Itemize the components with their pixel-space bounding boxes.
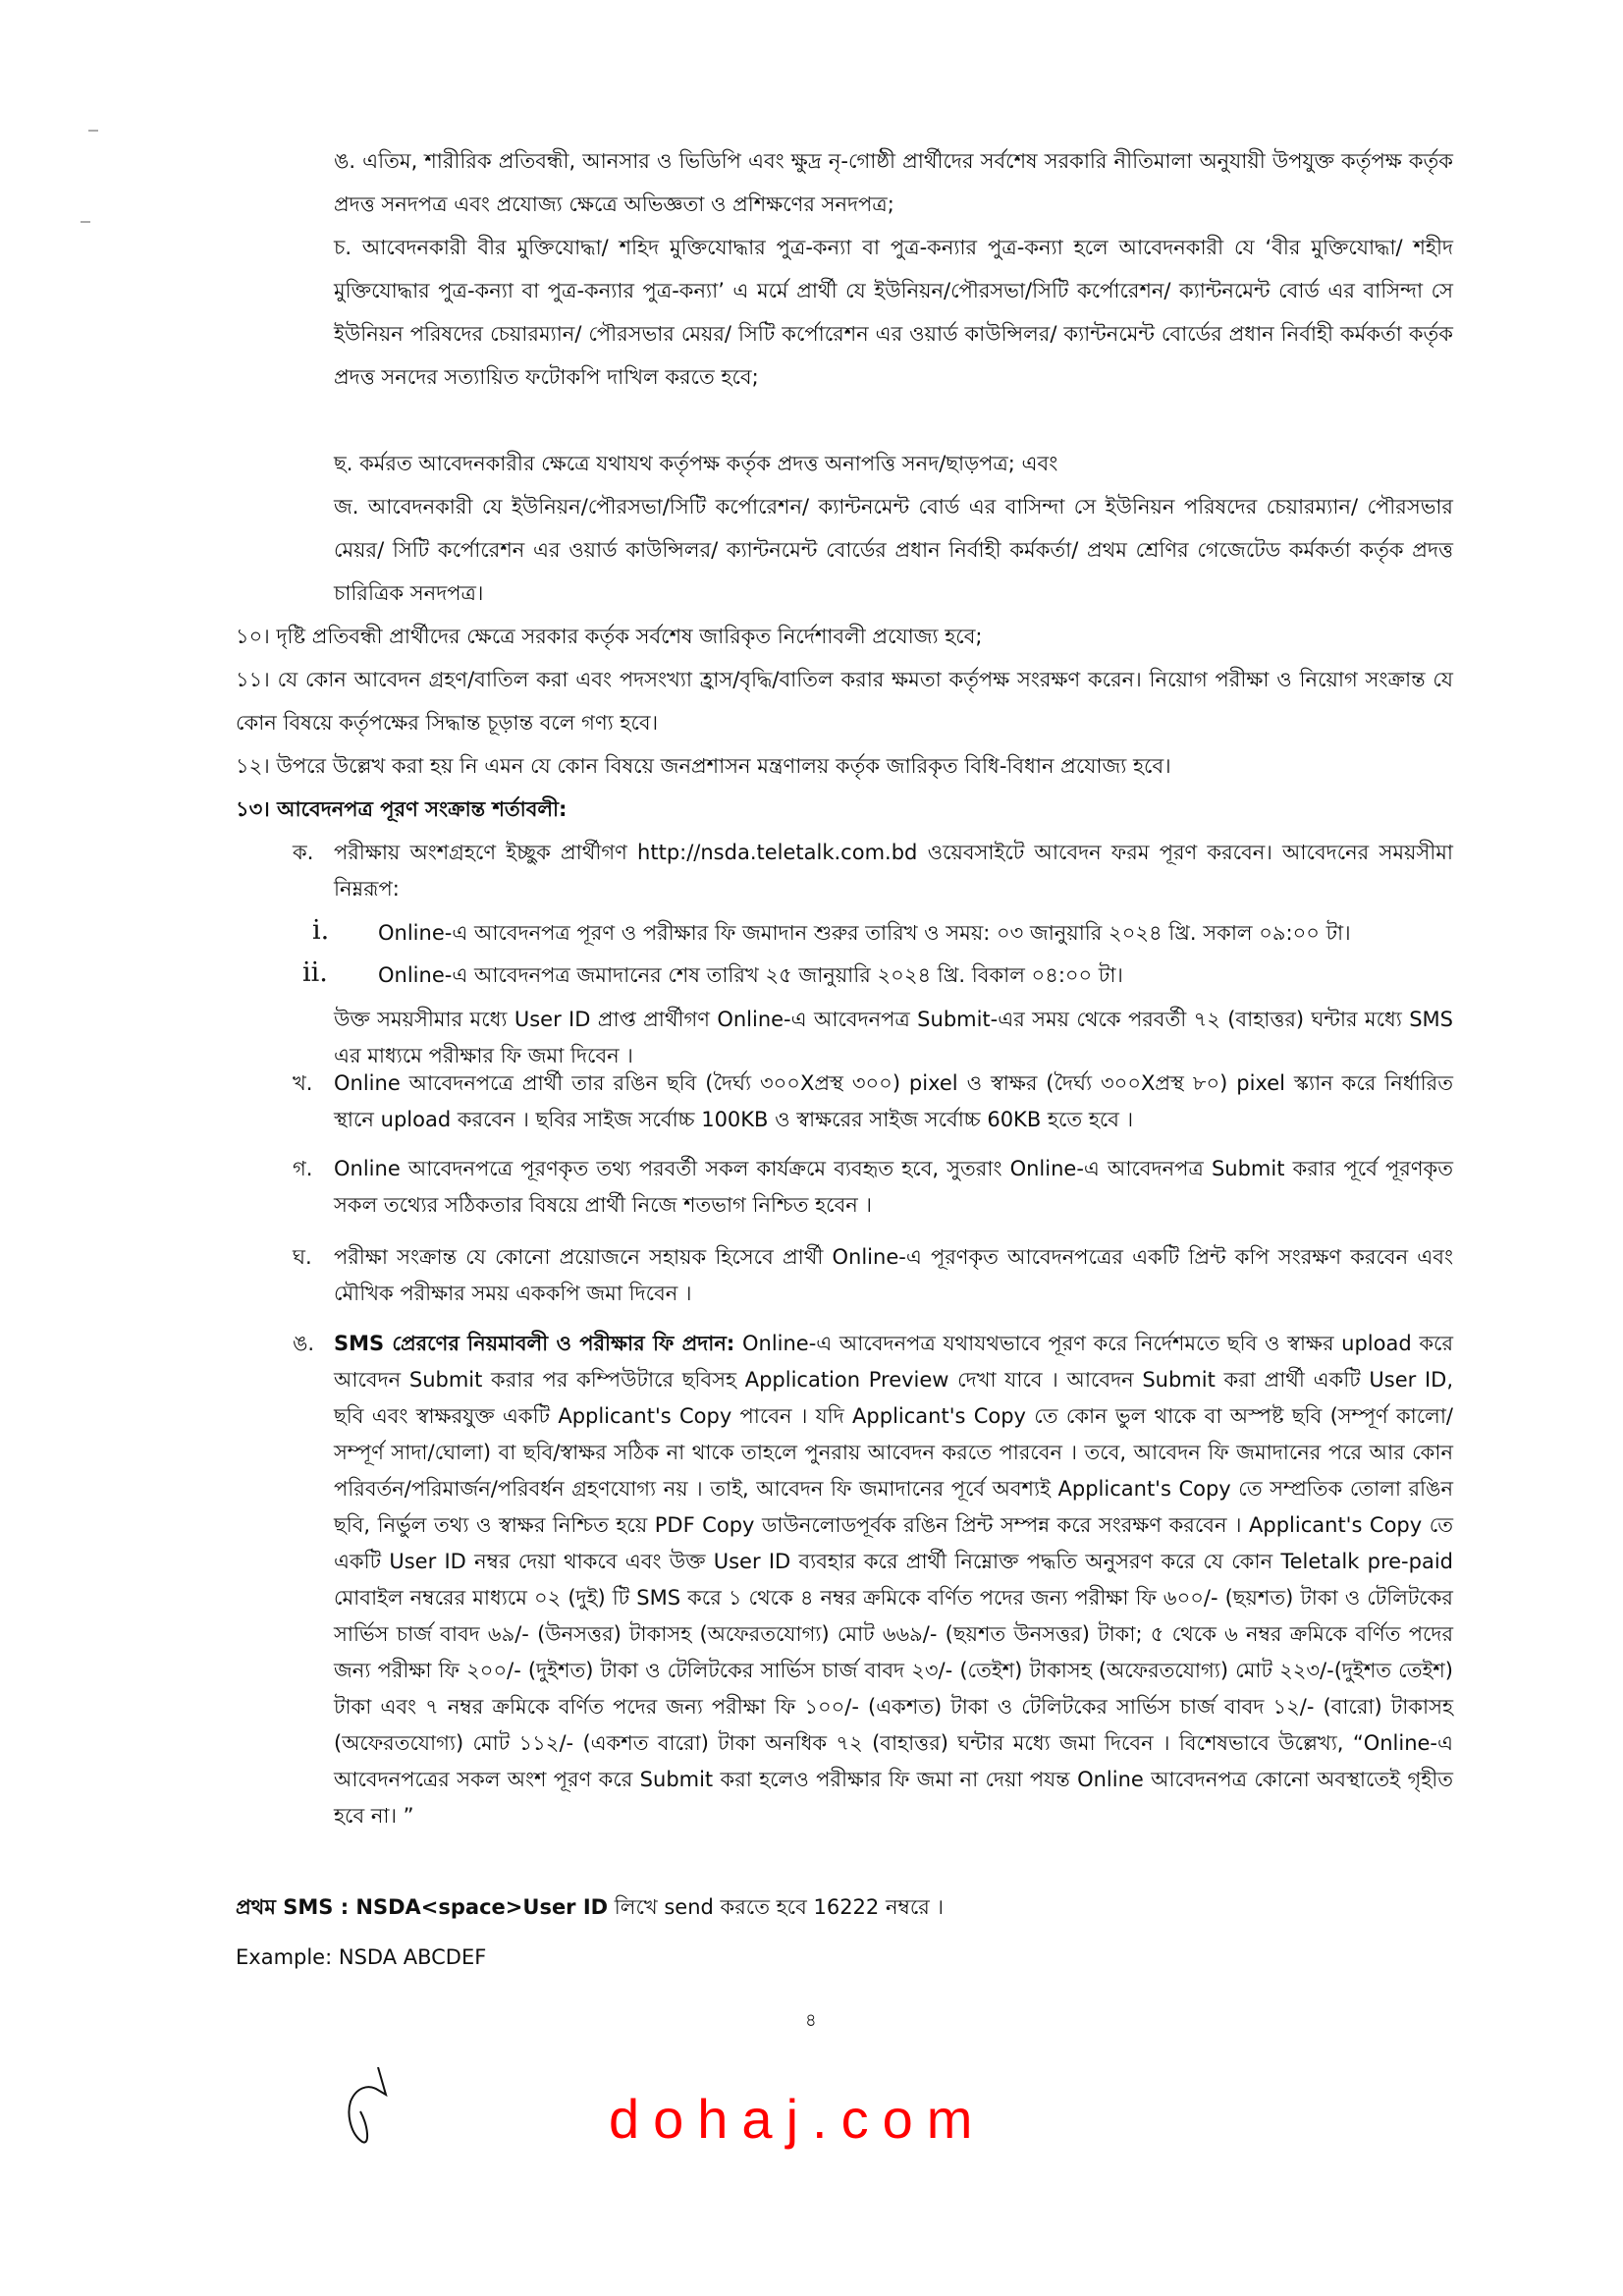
clause-9-cha: চ. আবেদনকারী বীর মুক্তিযোদ্ধা/ শহিদ মুক্তিযোদ্ধার পুত্র-কন্যা বা পুত্র-কন্যার পুত্র-কন্যা হলে আবেদনকারী যে ‘বীর মুক্তিযোদ্ধা/ শহীদ মুক্তিযোদ্ধার পুত্র-কন্যা বা পুত্র-কন্যার পুত্র-কন্যা’ এ মর্মে প্রার্থী যে ইউনিয়ন/পৌরসভা/সিটি কর্পোরেশন/ ক্যান্টনমেন্ট বোর্ড এর বাসিন্দা সে ইউনিয়ন পরিষদের চেয়ারম্যান/ পৌরসভার মেয়র/ সিটি কর্পোরেশন এর ওয়ার্ড কাউন্সিলর/ ক্যান্টনমেন্ট বোর্ডের প্রধান নির্বাহী কর্মকর্তা কর্তৃক প্রদত্ত সনদের সত্যায়িত ফটোকপি দাখিল করতে হবে;: [334, 236, 1453, 389]
clause-9-umo: ঙ. এতিম, শারীরিক প্রতিবন্ধী, আনসার ও ভিডিপি এবং ক্ষুদ্র নৃ-গোষ্ঠী প্রার্থীদের সর্বশেষ সরকারি নীতিমালা অনুযায়ী উপযুক্ত কর্তৃপক্ষ কর্তৃক প্রদত্ত সনদপত্র এবং প্রযোজ্য ক্ষেত্রে অভিজ্ঞতা ও প্রশিক্ষণের সনদপত্র;: [334, 149, 1453, 216]
roman-i-label: i.: [312, 915, 330, 946]
clause-9-chha: ছ. কর্মরত আবেদনকারীর ক্ষেত্রে যথাযথ কর্তৃপক্ষ কর্তৃক প্রদত্ত অনাপত্তি সনদ/ছাড়পত্র; এবং: [334, 452, 1058, 475]
sms-rules-heading: SMS প্রেরণের নিয়মাবলী ও পরীক্ষার ফি প্রদান:: [334, 1332, 735, 1355]
sms-rules-body: Online-এ আবেদনপত্র যথাযথভাবে পূরণ করে নির্দেশমতে ছবি ও স্বাক্ষর upload করে আবেদন Submit করার পর কম্পিউটারে ছবিসহ Application Preview দেখা যাবে । আবেদন Submit করা প্রার্থী একটি User ID, ছবি এবং স্বাক্ষরযুক্ত একটি Applicant's Copy পাবেন । যদি Applicant's Copy তে কোন ভুল থাকে বা অস্পষ্ট ছবি (সম্পূর্ণ কালো/সম্পূর্ণ সাদা/ঘোলা) বা ছবি/স্বাক্ষর সঠিক না থাকে তাহলে পুনরায় আবেদন করতে পারবেন । তবে, আবেদন ফি জমাদানের পরে আর কোন পরিবর্তন/পরিমার্জন/পরিবর্ধন গ্রহণযোগ্য নয় । তাই, আবেদন ফি জমাদানের পূর্বে অবশ্যই Applicant's Copy তে সম্প্রতিক তোলা রঙিন ছবি, নির্ভুল তথ্য ও স্বাক্ষর নিশ্চিত হয়ে PDF Copy ডাউনলোডপূর্বক রঙিন প্রিন্ট সম্পন্ন করে সংরক্ষণ করবেন । Applicant's Copy তে একটি User ID নম্বর দেয়া থাকবে এবং উক্ত User ID ব্যবহার করে প্রার্থী নিম্নোক্ত পদ্ধতি অনুসরণ করে যে কোন Teletalk pre-paid মোবাইল নম্বরের মাধ্যমে ০২ (দুই) টি SMS করে ১ থেকে ৪ নম্বর ক্রমিকে বর্ণিত পদের জন্য পরীক্ষা ফি ৬০০/- (ছয়শত) টাকা ও টেলিটকের সার্ভিস চার্জ বাবদ ৬৯/- (উনসত্তর) টাকাসহ (অফেরতযোগ্য) মোট ৬৬৯/- (ছয়শত উনসত্তর) টাকা; ৫ থেকে ৬ নম্বর ক্রমিকে বর্ণিত পদের জন্য পরীক্ষা ফি ২০০/- (দুইশত) টাকা ও টেলিটকের সার্ভিস চার্জ বাবদ ২৩/- (তেইশ) টাকাসহ (অফেরতযোগ্য) মোট ২২৩/-(দুইশত তেইশ) টাকা এবং ৭ নম্বর ক্রমিকে বর্ণিত পদের জন্য পরীক্ষা ফি ১০০/- (একশত) টাকা ও টেলিটকের সার্ভিস চার্জ বাবদ ১২/- (বারো) টাকাসহ (অফেরতযোগ্য) মোট ১১২/- (একশত বারো) টাকা অনধিক ৭২ (বাহাত্তর) ঘন্টার মধ্যে জমা দিবেন । বিশেষভাবে উল্লেখ্য, “Online-এ আবেদনপত্রের সকল অংশ পূরণ করে Submit করা হলেও পরীক্ষার ফি জমা না দেয়া পযন্ত Online আবেদনপত্র কোনো অবস্থাতেই গৃহীত হবে না। ”: [334, 1332, 1453, 1828]
roman-ii-label: ii.: [302, 957, 328, 988]
para-10: ১০। দৃষ্টি প্রতিবন্ধী প্রার্থীদের ক্ষেত্রে সরকার কর্তৃক সর্বশেষ জারিকৃত নির্দেশাবলী প্রযোজ্য হবে;: [236, 625, 983, 648]
para-13-heading: ১৩। আবেদনপত্র পূরণ সংক্রান্ত শর্তাবলী:: [236, 797, 568, 821]
item-ka-note: উক্ত সময়সীমার মধ্যে User ID প্রাপ্ত প্রার্থীগণ Online-এ আবেদনপত্র Submit-এর সময় থেকে পরবর্তী ৭২ (বাহাত্তর) ঘন্টার মধ্যে SMS এর মাধ্যমে পরীক্ষার ফি জমা দিবেন ।: [334, 1008, 1453, 1067]
signature-icon: [339, 2067, 398, 2151]
para-12: ১২। উপরে উল্লেখ করা হয় নি এমন যে কোন বিষয়ে জনপ্রশাসন মন্ত্রণালয় কর্তৃক জারিকৃত বিধি-বিধান প্রযোজ্য হবে।: [236, 754, 1171, 778]
item-umo-label: ঙ.: [293, 1332, 315, 1355]
first-sms-suffix: লিখে send করতে হবে 16222 নম্বরে ।: [608, 1895, 945, 1919]
roman-i-text: Online-এ আবেদনপত্র পূরণ ও পরীক্ষার ফি জমাদান শুরুর তারিখ ও সময়: ০৩ জানুয়ারি ২০২৪ খ্রি. সকাল ০৯:০০ টা।: [378, 921, 1351, 945]
item-kha-label: খ.: [293, 1071, 313, 1095]
watermark: dohaj.com: [609, 2088, 987, 2150]
clause-9-ja: জ. আবেদনকারী যে ইউনিয়ন/পৌরসভা/সিটি কর্পোরেশন/ ক্যান্টনমেন্ট বোর্ড এর বাসিন্দা সে ইউনিয়ন পরিষদের চেয়ারম্যান/ পৌরসভার মেয়র/ সিটি কর্পোরেশন এর ওয়ার্ড কাউন্সিলর/ ক্যান্টনমেন্ট বোর্ডের প্রধান নির্বাহী কর্মকর্তা/ প্রথম শ্রেণির গেজেটেড কর্মকর্তা কর্তৃক প্রদত্ত চারিত্রিক সনদপত্র।: [334, 495, 1453, 605]
first-sms-prefix: প্রথম SMS :: [236, 1895, 356, 1919]
item-ga-label: গ.: [293, 1157, 313, 1180]
item-kha-text: Online আবেদনপত্রে প্রার্থী তার রঙিন ছবি (দৈর্ঘ্য ৩০০Xপ্রস্থ ৩০০) pixel ও স্বাক্ষর (দৈর্ঘ্য ৩০০Xপ্রস্থ ৮০) pixel স্ক্যান করে নির্ধারিত স্থানে upload করবেন । ছবির সাইজ সর্বোচ্চ 100KB ও স্বাক্ষরের সাইজ সর্বোচ্চ 60KB হতে হবে ।: [334, 1071, 1453, 1131]
item-gha-text: পরীক্ষা সংক্রান্ত যে কোনো প্রয়োজনে সহায়ক হিসেবে প্রার্থী Online-এ পূরণকৃত আবেদনপত্রের একটি প্রিন্ট কপি সংরক্ষণ করবেন এবং মৌখিক পরীক্ষার সময় এককপি জমা দিবেন ।: [334, 1245, 1453, 1305]
first-sms-command: NSDA<space>User ID: [355, 1895, 609, 1919]
item-gha-label: ঘ.: [293, 1245, 312, 1269]
scan-speck: [88, 130, 98, 132]
item-ka-label: ক.: [293, 841, 314, 864]
first-sms-instruction: [236, 1891, 944, 1926]
para-11: ১১। যে কোন আবেদন গ্রহণ/বাতিল করা এবং পদসংখ্যা হ্রাস/বৃদ্ধি/বাতিল করার ক্ষমতা কর্তৃপক্ষ সংরক্ষণ করেন। নিয়োগ পরীক্ষা ও নিয়োগ সংক্রান্ত যে কোন বিষয়ে কর্তৃপক্ষের সিদ্ধান্ত চূড়ান্ত বলে গণ্য হবে।: [236, 668, 1453, 735]
item-ka-text: পরীক্ষায় অংশগ্রহণে ইচ্ছুক প্রার্থীগণ http://nsda.teletalk.com.bd ওয়েবসাইটে আবেদন ফরম পূরণ করবেন। আবেদনের সময়সীমা নিম্নরূপ:: [334, 841, 1453, 901]
item-ga-text: Online আবেদনপত্রে পূরণকৃত তথ্য পরবর্তী সকল কার্যক্রমে ব্যবহৃত হবে, সুতরাং Online-এ আবেদনপত্র Submit করার পূর্বে পূরণকৃত সকল তথ্যের সঠিকতার বিষয়ে প্রার্থী নিজে শতভাগ নিশ্চিত হবেন ।: [334, 1157, 1453, 1217]
page-number: ৪: [805, 2010, 817, 2031]
sms-example: Example: NSDA ABCDEF: [236, 1945, 487, 1969]
item-umo-text: [334, 1326, 1453, 1834]
roman-ii-text: Online-এ আবেদনপত্র জমাদানের শেষ তারিখ ২৫ জানুয়ারি ২০২৪ খ্রি. বিকাল ০৪:০০ টা।: [378, 963, 1123, 987]
scan-speck: [81, 221, 90, 223]
